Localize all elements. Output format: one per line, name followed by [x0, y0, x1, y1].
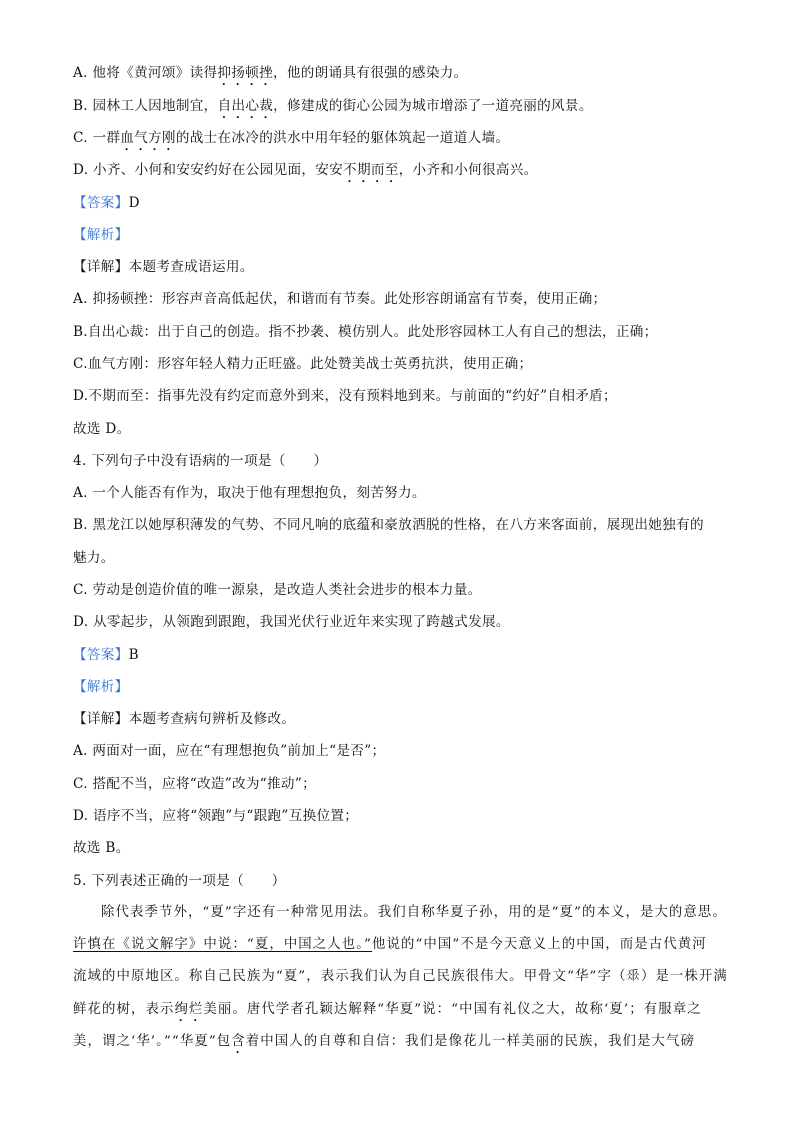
idiom-highlight: 抑扬顿挫	[217, 65, 273, 81]
q3-explain-c: C.血气方刚：形容年轻人精力正旺盛。此处赞美战士英勇抗洪，使用正确；	[73, 356, 533, 372]
q5-passage-line-2	[73, 935, 707, 955]
text: ，小齐和小何很高兴。	[398, 162, 538, 178]
q3-option-c	[73, 128, 509, 154]
q3-explain-a: A. 抑扬顿挫：形容声音高低起伏，和谐而有节奏。此处形容朗诵富有节奏，使用正确；	[73, 291, 607, 307]
text: ）是一株开满	[640, 969, 728, 984]
dotted-word: 含	[231, 1034, 246, 1049]
q4-conclusion: 故选 B。	[73, 840, 130, 856]
text: B. 园林工人因地制宜，	[73, 98, 218, 114]
idiom-highlight: 自出心裁	[217, 98, 274, 114]
idiom-highlight: 血气方刚	[120, 130, 176, 146]
q5-passage-line-4	[73, 1000, 702, 1025]
text: D. 小齐、小何和安安约好在公园见面，安安	[73, 162, 344, 178]
underlined-quote: 许慎在《说文解字》中说：“夏，中国之人也。”	[73, 937, 373, 952]
text: 他说的“中国”不是今天意义上的中国，而是古代黄河	[372, 937, 707, 952]
q4-analysis	[73, 677, 129, 697]
q3-option-a	[73, 63, 468, 89]
q4-stem: 4. 下列句子中没有语病的一项是（ ）	[73, 453, 328, 469]
text: C. 一群	[73, 130, 121, 146]
text: ，他的朗诵具有很强的感染力。	[272, 65, 468, 81]
analysis-tag: 【解析】	[73, 679, 129, 695]
q3-explain-b: B.自出心裁：出于自己的创造。指不抄袭、模仿别人。此处形容园林工人有自己的想法，正确；	[73, 324, 658, 340]
q5-passage-line-3	[73, 967, 728, 987]
text: 美，谓之‘华’。”“华夏”包	[73, 1034, 232, 1049]
detail-tag: 【详解】	[73, 259, 129, 275]
q3-option-b	[73, 96, 593, 122]
detail-text: 本题考查成语运用。	[128, 259, 254, 275]
q4-detail	[73, 709, 295, 729]
q4-explain-a: A. 两面对一面，应在“有理想抱负”前加上“是否”；	[73, 743, 386, 759]
text: 美丽。唐代学者孔颖达解释“华夏”说：“中国有礼仪之大，故称‘夏’；有服章之	[203, 1002, 702, 1017]
q4-option-c: C. 劳动是创造价值的唯一源泉，是改造人类社会进步的根本力量。	[73, 582, 482, 598]
answer-tag: 【答案】	[73, 647, 129, 663]
answer-tag: 【答案】	[73, 195, 129, 211]
q5-passage-line-1: 除代表季节外，“夏”字还有一种常见用法。我们自称华夏子孙，用的是“夏”的本义，是大的意思。	[101, 905, 727, 920]
text: 着中国人的自尊和自信：我们是像花儿一样美丽的民族，我们是大气磅	[245, 1034, 695, 1049]
q5-stem: 5. 下列表述正确的一项是（ ）	[73, 873, 286, 889]
detail-text: 本题考查病句辨析及修改。	[128, 711, 296, 727]
q4-answer	[73, 645, 139, 665]
answer-value: B	[128, 647, 139, 663]
q3-explain-d: D.不期而至：指事先没有约定而意外到来，没有预料地到来。与前面的“约好”自相矛盾；	[73, 388, 617, 404]
q3-option-d	[73, 160, 538, 186]
text: 流域的中原地区。称自己民族为“夏”，表示我们认为自己民族很伟大。甲骨文“华”字（	[73, 969, 627, 984]
text: ，修建成的街心公园为城市增添了一道亮丽的风景。	[273, 98, 593, 114]
q4-option-a: A. 一个人能否有作为，取决于他有理想抱负，刻苦努力。	[73, 485, 426, 501]
dotted-word: 绚烂	[174, 1002, 204, 1017]
q4-option-b: B. 黑龙江以她厚积薄发的气势、不同凡响的底蕴和豪放洒脱的性格，在八方来客面前，展现出她独有的	[73, 517, 704, 533]
q4-explain-c: C. 搭配不当，应将“改造”改为“推动”；	[73, 776, 316, 792]
detail-tag: 【详解】	[73, 711, 129, 727]
q4-explain-d: D. 语序不当，应将“领跑”与“跟跑”互换位置；	[73, 808, 359, 824]
q4-option-d: D. 从零起步，从领跑到跟跑，我国光伏行业近年来实现了跨越式发展。	[73, 614, 510, 630]
text: 鲜花的树，表示	[73, 1002, 175, 1017]
q3-analysis	[73, 225, 129, 245]
oracle-bone-glyph: 𠂹	[626, 969, 641, 984]
text: A. 他将《黄河颂》读得	[73, 65, 218, 81]
q5-passage-line-5	[73, 1032, 695, 1057]
q3-answer	[73, 193, 140, 213]
q4-option-b-cont: 魅力。	[73, 550, 115, 566]
q3-detail	[73, 257, 254, 277]
text: 的战士在冰冷的洪水中用年轻的躯体筑起一道道人墙。	[175, 130, 510, 146]
analysis-tag: 【解析】	[73, 227, 129, 243]
q3-conclusion: 故选 D。	[73, 421, 131, 437]
idiom-highlight: 不期而至	[343, 162, 399, 178]
answer-value: D	[128, 195, 140, 211]
